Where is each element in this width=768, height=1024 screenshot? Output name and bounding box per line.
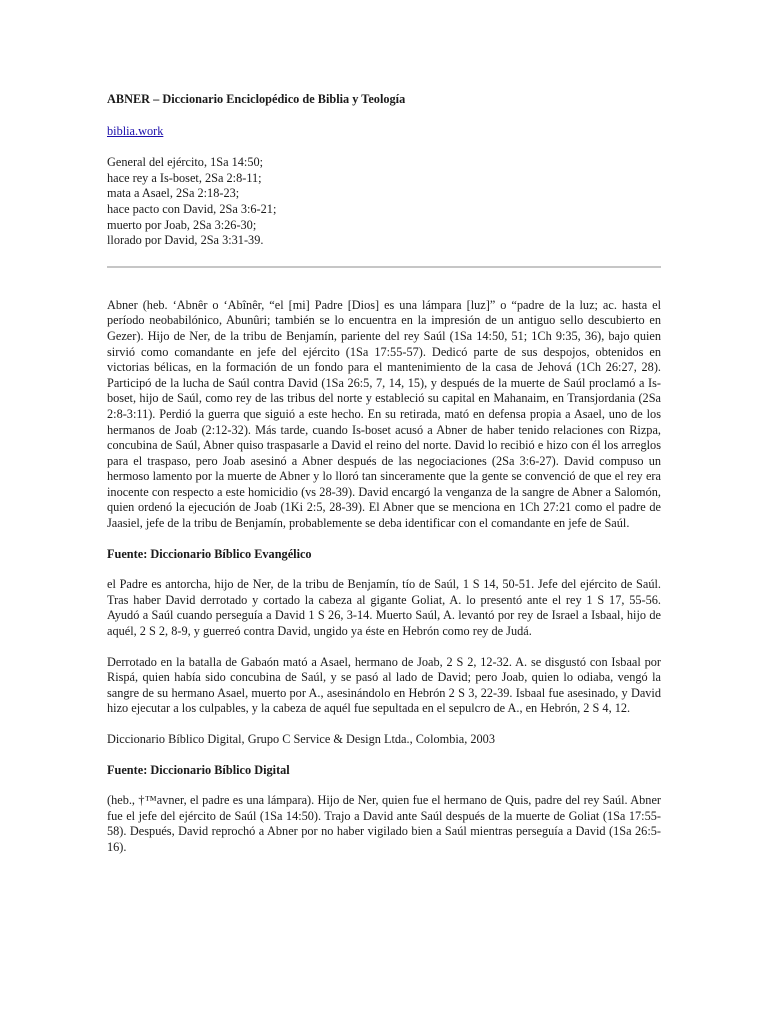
reference-item: hace pacto con David, 2Sa 3:6-21; [107, 201, 277, 216]
document-page [107, 92, 661, 871]
article-paragraph: el Padre es antorcha, hijo de Ner, de la tribu de Benjamín, tío de Saúl, 1 S 14, 50-51. Jefe del ejército de Saúl. Tras haber David derrotado y cortado la cabeza al gigante Goliat, A. lo presentó ante el rey 1 S 17, 55-56. Ayudó a Saúl cuando perseguía a David 1 S 26, 3-14. Muerto Saúl, A. levantó por rey de Israel a Isbaal, hijo de aquél, 2 S 2, 8-9, y guerreó contra David, ungido ya éste en Hebrón como rey de Judá. [107, 577, 661, 639]
article-paragraph: (heb., †™avner, el padre es una lámpara). Hijo de Ner, quien fue el hermano de Quis, padre del rey Saúl. Abner fue el jefe del ejército de Saúl (1Sa 14:50). Trajo a David ante Saúl después de la muerte de Goliat (1Sa 17:55-58). Después, David reprochó a Abner por no haber vigilado bien a Saúl mientras perseguía a David (1Sa 26:5-16). [107, 793, 661, 854]
article-paragraph: Derrotado en la batalla de Gabaón mató a Asael, hermano de Joab, 2 S 2, 12-32. A. se disgustó con Isbaal por Rispá, quien había sido concubina de Saúl, y se pasó al lado de David; pero Joab, quien lo odiaba, vengó la sangre de su hermano Asael, muerto por A., asesinándolo en Hebrón 2 S 3, 22-39. Isbaal fue asesinado, y David hizo ejecutar a los culpables, y la cabeza de aquél fue sepultada en el sepulcro de A., en Hebrón, 2 S 4, 12. [107, 654, 661, 716]
credit-line: Diccionario Bíblico Digital, Grupo C Service & Design Ltda., Colombia, 2003 [107, 732, 495, 746]
reference-list [107, 155, 661, 249]
page-title: ABNER – Diccionario Enciclopédico de Biblia y Teología [107, 92, 406, 106]
section-divider [107, 266, 661, 268]
reference-item: General del ejército, 1Sa 14:50; [107, 155, 264, 170]
reference-item: mata a Asael, 2Sa 2:18-23; [107, 186, 240, 201]
reference-item: hace rey a Is-boset, 2Sa 2:8-11; [107, 170, 262, 185]
reference-item: muerto por Joab, 2Sa 3:26-30; [107, 217, 257, 232]
source-link[interactable]: biblia.work [107, 123, 164, 138]
reference-item: llorado por David, 2Sa 3:31-39. [107, 233, 264, 248]
source-heading: Fuente: Diccionario Bíblico Digital [107, 762, 290, 777]
source-heading: Fuente: Diccionario Bíblico Evangélico [107, 546, 312, 561]
article-paragraph: Abner (heb. ‘Abnêr o ‘Abînêr, “el [mi] Padre [Dios] es una lámpara [luz]” o “padre de la luz; ac. hasta el período neobabilónico, Abunûri; también se lo encuentra en la impresión de un antiguo sello descubierto en Gezer). Hijo de Ner, de la tribu de Benjamín, pariente del rey Saúl (1Sa 14:50, 51; 1Ch 9:35, 36), bajo quien sirvió como comandante en jefe del ejército (1Sa 17:55-57). Dedicó parte de sus despojos, obtenidos en victorias bélicas, en la formación de un fondo para el mantenimiento de la casa de Jehová (1Ch 26:27, 28). Participó de la lucha de Saúl contra David (1Sa 26:5, 7, 14, 15), y después de la muerte de Saúl proclamó a Is-boset, hijo de Saúl, como rey de las tribus del norte y estableció su capital en Mahanaim, en Transjordania (2Sa 2:8-3:11). Perdió la guerra que siguió a este hecho. En su retirada, mató en defensa propia a Asael, uno de los hermanos de Joab (2:12-32). Más tarde, cuando Is-boset acusó a Abner de haber tenido relaciones con Rizpa, concubina de Saúl, Abner quiso traspasarle a David el reino del norte. David lo recibió e hizo con él los arreglos para el traspaso, pero Joab asesinó a Abner después de las negociaciones (2Sa 3:6-27). David compuso un hermoso lamento por la muerte de Abner y lo lloró tan sinceramente que la gente se convenció de que el rey era inocente con respecto a este homicidio (vs 28-39). David encargó la venganza de la sangre de Abner a Salomón, quien ordenó la ejecución de Joab (1Ki 2:5, 28-39). El Abner que se menciona en 1Ch 27:21 como el padre de Jaasiel, jefe de la tribu de Benjamín, probablemente se deba identificar con el comandante en jefe de Saúl. [107, 297, 661, 531]
